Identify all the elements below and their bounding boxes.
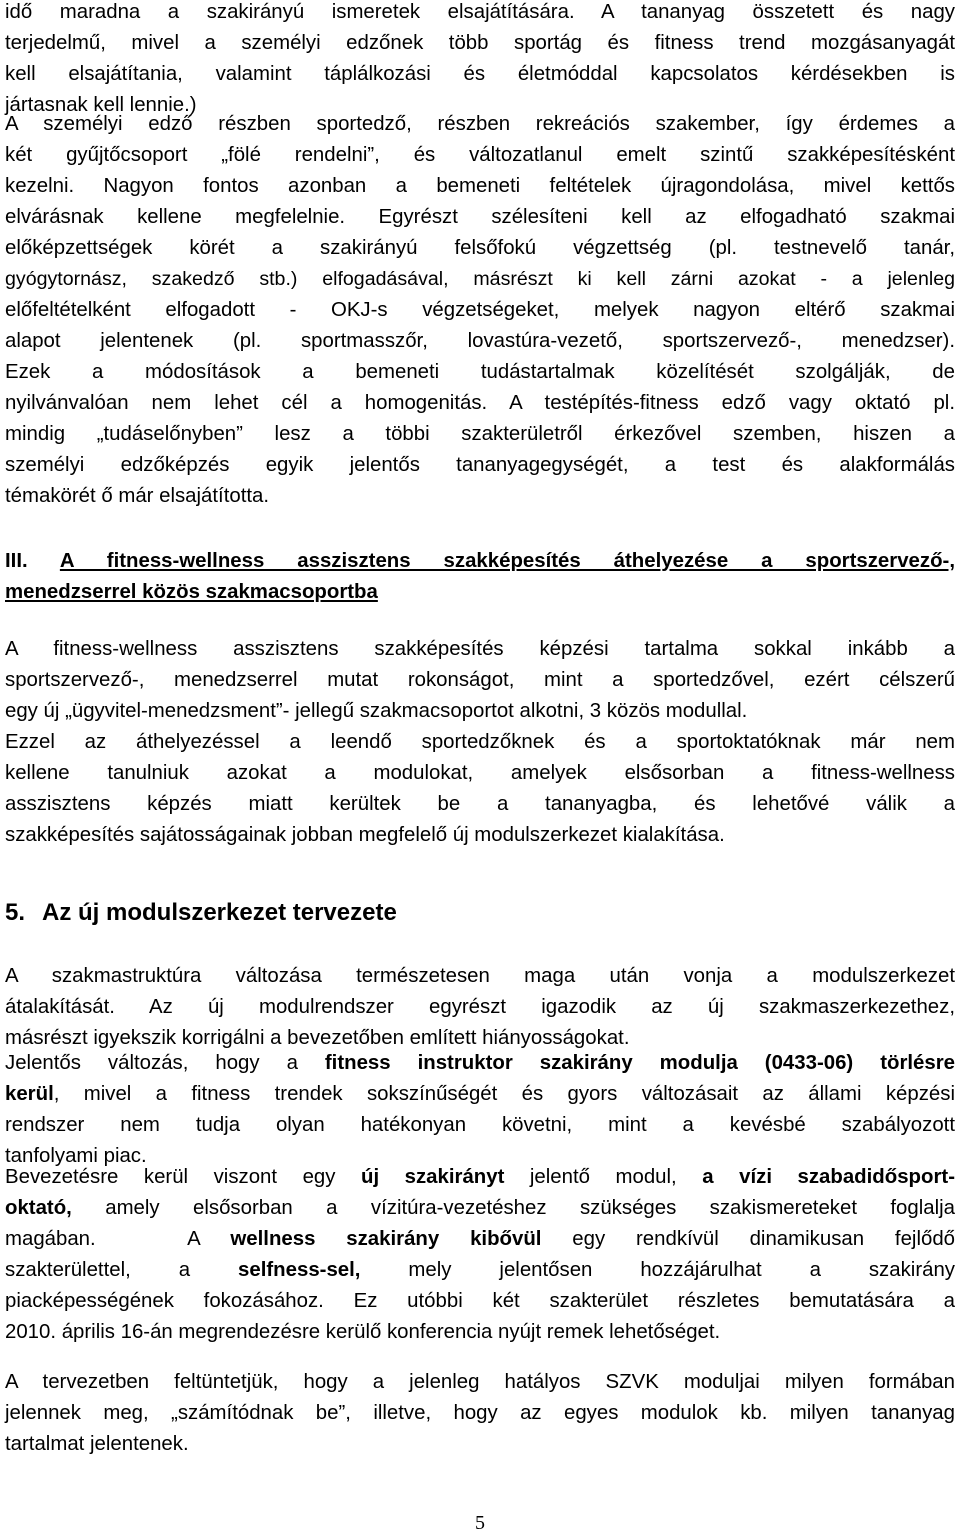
text-run: jelentő modul, bbox=[504, 1166, 703, 1188]
text-line: idő maradna a szakirányú ismeretek elsajátítására. A tananyag összetett és nagy bbox=[5, 1, 955, 23]
text-line: nyilvánvalóan nem lehet cél a homogenitás. A testépítés-fitness edző vagy oktató pl. bbox=[5, 392, 955, 414]
bold-run: kerül bbox=[5, 1083, 54, 1105]
text-line: szakképesítés sajátosságainak jobban megfelelő új modulszerkezet kialakítása. bbox=[5, 824, 725, 846]
text-line: A személyi edző részben sportedző, részben rekreációs szakember, így érdemes a bbox=[5, 113, 955, 135]
text-run: , mivel a fitness trendek sokszínűségét és gyors változásait az állami képzési bbox=[53, 1083, 955, 1105]
bold-run: fitness instruktor szakirány modulja (0433-06) törlésre bbox=[324, 1052, 955, 1074]
text-line: asszisztens képzés miatt kerültek be a tananyagba, és lehetővé válik a bbox=[5, 793, 955, 815]
text-line bbox=[5, 1255, 955, 1286]
text-line: jártasnak kell lennie.) bbox=[5, 94, 197, 116]
text-line: előképzettségek körét a szakirányú felsőfokú végzettség (pl. testnevelő tanár, bbox=[5, 237, 955, 259]
text-line: piacképességének fokozásához. Ez utóbbi két szakterület részletes bemutatására a bbox=[5, 1290, 955, 1312]
text-line: alapot jelentenek (pl. sportmasszőr, lovastúra-vezető, sportszervező-, menedzser). bbox=[5, 330, 955, 352]
text-run: Bevezetésre kerül viszont egy bbox=[5, 1166, 361, 1188]
bold-run: selfness-sel, bbox=[238, 1259, 361, 1281]
paragraph-intro bbox=[5, 0, 955, 121]
text-line: terjedelmű, mivel a személyi edzőnek több sportág és fitness trend mozgásanyagát bbox=[5, 32, 955, 54]
text-line: tanfolyami piac. bbox=[5, 1145, 147, 1167]
section-heading-5 bbox=[5, 895, 397, 931]
text-line: témakörét ő már elsajátította. bbox=[5, 485, 270, 507]
text-line: 2010. április 16-án megrendezésre kerülő konferencia nyújt remek lehetőséget. bbox=[5, 1321, 721, 1343]
text-line: Ezzel az áthelyezéssel a leendő sportedzőknek és a sportoktatóknak már nem bbox=[5, 731, 955, 753]
section-heading-iii bbox=[5, 546, 955, 608]
text-line: mindig „tudáselőnyben” lesz a többi szakterületről érkezővel szemben, hiszen a bbox=[5, 423, 955, 445]
text-line: kezelni. Nagyon fontos azonban a bemeneti feltételek újragondolása, mivel kettős bbox=[5, 175, 955, 197]
text-line: kell elsajátítania, valamint táplálkozási és életmóddal kapcsolatos kérdésekben is bbox=[5, 63, 955, 85]
heading-line bbox=[5, 546, 955, 577]
heading-title: menedzserrel közös szakmacsoportba bbox=[5, 581, 378, 603]
text-line: másrészt igyekszik korrigálni a bevezetőben említett hiányosságokat. bbox=[5, 1027, 630, 1049]
text-line bbox=[5, 1048, 955, 1079]
text-line: gyógytornász, szakedző stb.) elfogadásával, másrészt ki kell zárni azokat - a jelenleg bbox=[5, 268, 955, 290]
text-run: szakterülettel, a bbox=[5, 1259, 239, 1281]
text-line bbox=[5, 1224, 955, 1255]
text-line: Ezek a módosítások a bemeneti tudástartalmak közelítését szolgálják, de bbox=[5, 361, 955, 383]
bold-run: a vízi szabadidősport- bbox=[702, 1166, 955, 1188]
heading-title: A fitness-wellness asszisztens szakképesítés áthelyezése a sportszervező-, bbox=[59, 550, 955, 572]
text-line: elvárásnak kellene megfelelnie. Egyrészt szélesíteni kell az elfogadható szakmai bbox=[5, 206, 955, 228]
text-line bbox=[5, 1193, 955, 1224]
text-run: Jelentős változás, hogy a bbox=[5, 1052, 325, 1074]
text-line: kellene tanulniuk azokat a modulokat, amelyek elsősorban a fitness-wellness bbox=[5, 762, 955, 784]
heading-line bbox=[5, 577, 955, 608]
text-line: előfeltételként elfogadott - OKJ-s végzetségeket, melyek nagyon eltérő szakmai bbox=[5, 299, 955, 321]
text-line: sportszervező-, menedzserrel mutat rokonságot, mint a sportedzővel, ezért célszerű bbox=[5, 669, 955, 691]
text-run: magában. A bbox=[5, 1228, 231, 1250]
heading-title: Az új modulszerkezet tervezete bbox=[42, 899, 397, 926]
text-run: amely elsősorban a vízitúra-vezetéshez szükséges szakismereteket foglalja bbox=[71, 1197, 955, 1219]
text-line: rendszer nem tudja olyan hatékonyan követni, mint a kevésbé szabályozott bbox=[5, 1114, 955, 1136]
bold-run: wellness szakirány kibővül bbox=[230, 1228, 542, 1250]
paragraph-fitness-wellness bbox=[5, 634, 955, 851]
bold-run: új szakirányt bbox=[360, 1166, 505, 1188]
page-number: 5 bbox=[475, 1512, 485, 1534]
text-run: mely jelentősen hozzájárulhat a szakirány bbox=[360, 1259, 955, 1281]
paragraph-change bbox=[5, 1048, 955, 1172]
text-line: személyi edzőképzés egyik jelentős tananyagegységét, a test és alakformálás bbox=[5, 454, 955, 476]
section-number: 5. bbox=[5, 899, 26, 926]
text-line: A fitness-wellness asszisztens szakképesítés képzési tartalma sokkal inkább a bbox=[5, 638, 955, 660]
text-line: két gyűjtőcsoport „fölé rendelni”, és változatlanul emelt szintű szakképesítésként bbox=[5, 144, 955, 166]
text-line: A szakmastruktúra változása természetesen maga után vonja a modulszerkezet bbox=[5, 965, 955, 987]
text-line: jelennek meg, „számítódnak be”, illetve, hogy az egyes modulok kb. milyen tananyag bbox=[5, 1402, 955, 1424]
text-line bbox=[5, 1079, 955, 1110]
text-line: A tervezetben feltüntetjük, hogy a jelenleg hatályos SZVK moduljai milyen formában bbox=[5, 1371, 955, 1393]
paragraph-new-specialization bbox=[5, 1162, 955, 1348]
text-run: egy rendkívül dinamikusan fejlődő bbox=[541, 1228, 956, 1250]
paragraph-structure bbox=[5, 961, 955, 1054]
paragraph-final bbox=[5, 1367, 955, 1460]
paragraph-personal-trainer bbox=[5, 109, 955, 512]
text-line: tartalmat jelentenek. bbox=[5, 1433, 189, 1455]
text-line: egy új „ügyvitel-menedzsment”- jellegű szakmacsoportot alkotni, 3 közös modullal. bbox=[5, 700, 748, 722]
section-number: III. bbox=[5, 550, 28, 572]
text-line: átalakítását. Az új modulrendszer egyrészt igazodik az új szakmaszerkezethez, bbox=[5, 996, 955, 1018]
text-line bbox=[5, 1162, 955, 1193]
bold-run: oktató, bbox=[5, 1197, 72, 1219]
